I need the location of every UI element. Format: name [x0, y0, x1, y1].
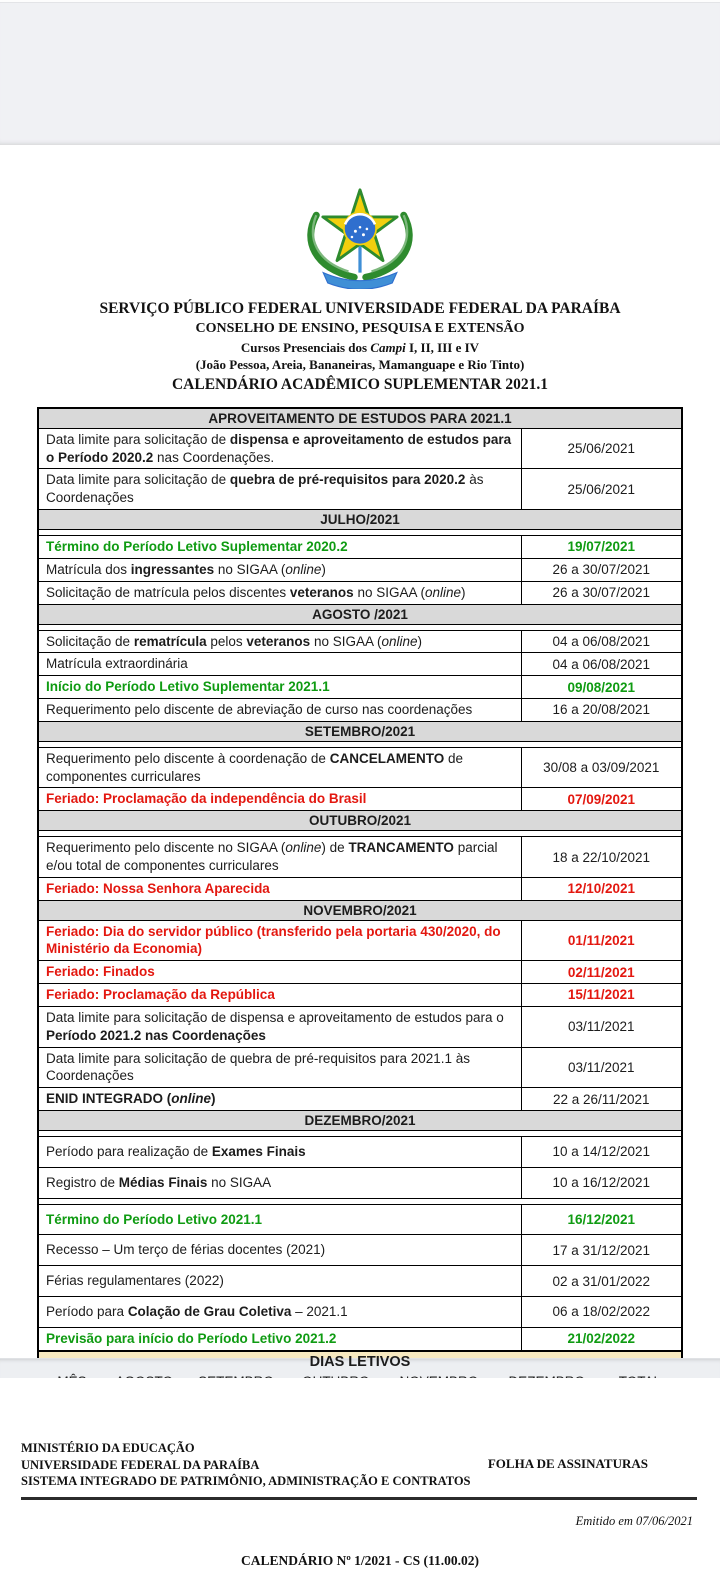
calendar-item-row	[38, 676, 682, 699]
event-date-cell: 10 a 14/12/2021	[521, 1136, 682, 1167]
document-page-2	[0, 1378, 720, 1568]
event-description-cell: Feriado: Dia do servidor público (transferido pela portaria 430/2020, do Ministério da Economia)	[38, 920, 521, 961]
calendar-section-row	[38, 900, 682, 920]
calendar-section-row	[38, 510, 682, 530]
calendar-item-row	[38, 428, 682, 469]
event-date-cell: 06 a 18/02/2022	[521, 1297, 682, 1328]
event-date-cell: 10 a 16/12/2021	[521, 1167, 682, 1198]
event-date-cell: 18 a 22/10/2021	[521, 837, 682, 878]
event-description-cell: Período para realização de Exames Finais	[38, 1136, 521, 1167]
calendar-table	[37, 407, 683, 1352]
calendar-item-row	[38, 558, 682, 581]
event-description-cell: Requerimento pelo discente no SIGAA (online) de TRANCAMENTO parcial e/ou total de componentes curriculares	[38, 837, 521, 878]
event-date-cell: 03/11/2021	[521, 1006, 682, 1047]
event-date-cell: 04 a 06/08/2021	[521, 653, 682, 676]
calendar-item-row	[38, 630, 682, 653]
calendar-section-row	[38, 811, 682, 831]
event-date-cell: 22 a 26/11/2021	[521, 1088, 682, 1111]
calendar-section-title: OUTUBRO/2021	[38, 811, 682, 831]
event-description-cell: ENID INTEGRADO (online)	[38, 1088, 521, 1111]
calendar-table-body	[38, 408, 682, 1351]
event-date-cell: 12/10/2021	[521, 877, 682, 900]
header-org-line: SERVIÇO PÚBLICO FEDERAL UNIVERSIDADE FEDERAL DA PARAÍBA	[99, 300, 621, 317]
event-date-cell: 07/09/2021	[521, 788, 682, 811]
event-description-cell: Feriado: Proclamação da independência do Brasil	[38, 788, 521, 811]
event-date-cell: 26 a 30/07/2021	[521, 558, 682, 581]
divider-double-rule	[21, 1497, 697, 1500]
event-date-cell: 26 a 30/07/2021	[521, 581, 682, 604]
event-description-cell: Recesso – Um terço de férias docentes (2021)	[38, 1235, 521, 1266]
calendar-item-row	[38, 877, 682, 900]
event-description-cell: Previsão para início do Período Letivo 2021.2	[38, 1327, 521, 1350]
calendar-section-row	[38, 604, 682, 624]
document-header	[0, 299, 720, 396]
calendar-item-row	[38, 837, 682, 878]
event-date-cell: 21/02/2022	[521, 1327, 682, 1350]
calendar-item-row	[38, 469, 682, 510]
event-date-cell: 02 a 31/01/2022	[521, 1266, 682, 1297]
event-description-cell: Término do Período Letivo Suplementar 2020.2	[38, 536, 521, 559]
event-date-cell: 15/11/2021	[521, 984, 682, 1007]
event-description-cell: Feriado: Nossa Senhora Aparecida	[38, 877, 521, 900]
calendar-item-row	[38, 1167, 682, 1198]
calendar-item-row	[38, 920, 682, 961]
calendar-item-row	[38, 1136, 682, 1167]
event-date-cell: 16/12/2021	[521, 1204, 682, 1235]
calendar-section-row	[38, 1110, 682, 1130]
event-description-cell: Período para Colação de Grau Coletiva – 2021.1	[38, 1297, 521, 1328]
event-description-cell: Data limite para solicitação de quebra de pré-requisitos para 2021.1 às Coordenações	[38, 1047, 521, 1088]
event-description-cell: Início do Período Letivo Suplementar 2021.1	[38, 676, 521, 699]
viewer-background-band	[0, 3, 720, 145]
calendar-section-row	[38, 408, 682, 429]
calendar-section-title: DEZEMBRO/2021	[38, 1110, 682, 1130]
calendar-item-row	[38, 653, 682, 676]
event-date-cell: 25/06/2021	[521, 469, 682, 510]
calendar-item-row	[38, 698, 682, 721]
event-date-cell: 25/06/2021	[521, 428, 682, 469]
event-description-cell: Requerimento pelo discente à coordenação de CANCELAMENTO de componentes curriculares	[38, 747, 521, 788]
calendar-section-title: APROVEITAMENTO DE ESTUDOS PARA 2021.1	[38, 408, 682, 429]
calendar-section-row	[38, 721, 682, 741]
event-description-cell: Data limite para solicitação de dispensa e aproveitamento de estudos para o Período 2021.2 nas Coordenações	[38, 1006, 521, 1047]
event-description-cell: Feriado: Finados	[38, 961, 521, 984]
header-campi-line: Cursos Presenciais dos Campi I, II, III e IV	[240, 339, 480, 355]
event-description-cell: Solicitação de matrícula pelos discentes veteranos no SIGAA (online)	[38, 581, 521, 604]
event-date-cell: 19/07/2021	[521, 536, 682, 559]
document-page-1	[0, 145, 720, 1370]
dias-letivos-title: DIAS LETIVOS	[38, 1351, 682, 1373]
calendar-container	[37, 407, 683, 1410]
calendar-item-row	[38, 1327, 682, 1350]
document-reference: CALENDÁRIO Nº 1/2021 - CS (11.00.02)	[240, 1552, 480, 1568]
calendar-item-row	[38, 1297, 682, 1328]
footer-system-line: SISTEMA INTEGRADO DE PATRIMÔNIO, ADMINISTRAÇÃO E CONTRATOS	[21, 1474, 471, 1489]
event-description-cell: Matrícula dos ingressantes no SIGAA (online)	[38, 558, 521, 581]
event-date-cell: 30/08 a 03/09/2021	[521, 747, 682, 788]
calendar-item-row	[38, 1266, 682, 1297]
calendar-item-row	[38, 788, 682, 811]
brazil-coat-of-arms	[291, 185, 429, 289]
calendar-item-row	[38, 1204, 682, 1235]
footer-university-line: UNIVERSIDADE FEDERAL DA PARAÍBA	[21, 1457, 260, 1472]
calendar-item-row	[38, 1006, 682, 1047]
event-description-cell: Data limite para solicitação de dispensa e aproveitamento de estudos para o Período 2020.2 nas Coordenações.	[38, 428, 521, 469]
event-date-cell: 17 a 31/12/2021	[521, 1235, 682, 1266]
header-council-line: CONSELHO DE ENSINO, PESQUISA E EXTENSÃO	[195, 320, 525, 336]
event-date-cell: 02/11/2021	[521, 961, 682, 984]
event-description-cell: Término do Período Letivo 2021.1	[38, 1204, 521, 1235]
page-title: CALENDÁRIO ACADÊMICO SUPLEMENTAR 2021.1	[171, 375, 549, 393]
calendar-item-row	[38, 1235, 682, 1266]
header-cities-line: (João Pessoa, Areia, Bananeiras, Mamanguape e Rio Tinto)	[195, 357, 525, 373]
calendar-item-row	[38, 581, 682, 604]
calendar-item-row	[38, 747, 682, 788]
calendar-item-row	[38, 1047, 682, 1088]
event-description-cell: Feriado: Proclamação da República	[38, 984, 521, 1007]
event-description-cell: Registro de Médias Finais no SIGAA	[38, 1167, 521, 1198]
calendar-section-title: SETEMBRO/2021	[38, 721, 682, 741]
calendar-section-title: NOVEMBRO/2021	[38, 900, 682, 920]
event-date-cell: 03/11/2021	[521, 1047, 682, 1088]
footer-ministry-line: MINISTÉRIO DA EDUCAÇÃO	[21, 1441, 195, 1455]
event-date-cell: 16 a 20/08/2021	[521, 698, 682, 721]
event-date-cell: 09/08/2021	[521, 676, 682, 699]
event-description-cell: Solicitação de rematrícula pelos veteranos no SIGAA (online)	[38, 630, 521, 653]
calendar-item-row	[38, 961, 682, 984]
calendar-item-row	[38, 1088, 682, 1111]
event-description-cell: Férias regulamentares (2022)	[38, 1266, 521, 1297]
event-date-cell: 01/11/2021	[521, 920, 682, 961]
signature-sheet-label: FOLHA DE ASSINATURAS	[487, 1456, 648, 1471]
calendar-section-title: AGOSTO /2021	[38, 604, 682, 624]
event-date-cell: 04 a 06/08/2021	[521, 630, 682, 653]
event-description-cell: Requerimento pelo discente de abreviação de curso nas coordenações	[38, 698, 521, 721]
calendar-item-row	[38, 984, 682, 1007]
calendar-section-title: JULHO/2021	[38, 510, 682, 530]
emitted-date: Emitido em 07/06/2021	[575, 1513, 693, 1528]
event-description-cell: Matrícula extraordinária	[38, 653, 521, 676]
calendar-item-row	[38, 536, 682, 559]
event-description-cell: Data limite para solicitação de quebra de pré-requisitos para 2020.2 às Coordenações	[38, 469, 521, 510]
